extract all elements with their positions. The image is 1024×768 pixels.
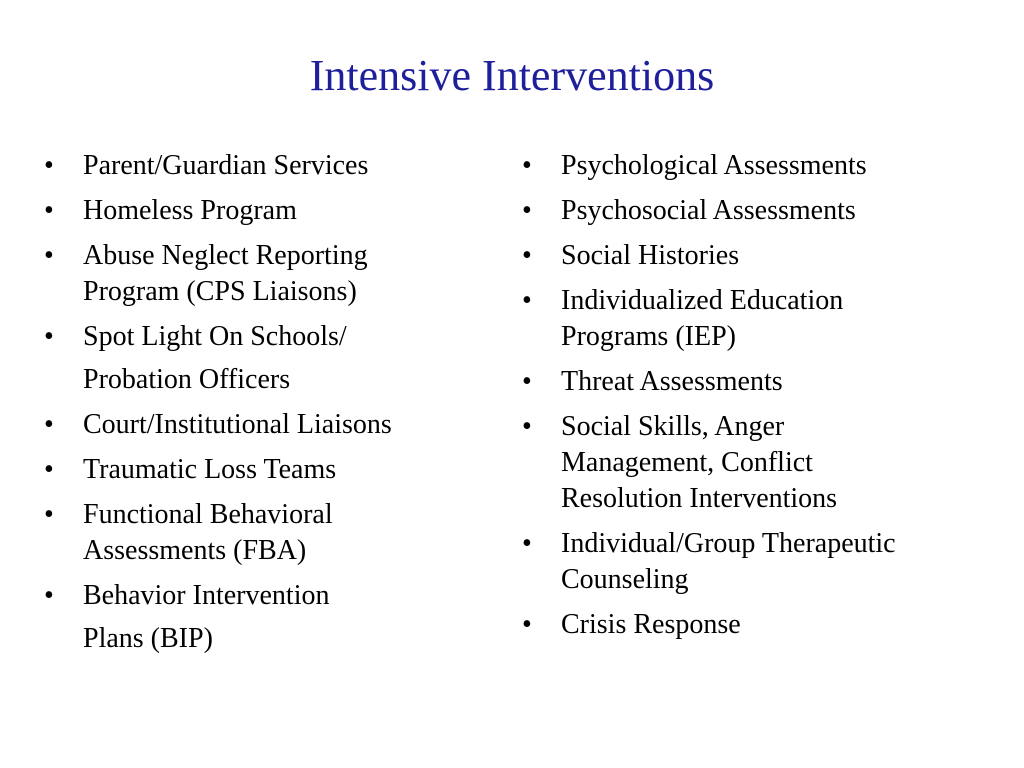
bullet-glyph: • [44, 195, 54, 226]
bullet-text-line: Counseling [561, 564, 689, 595]
bullet-item [44, 578, 484, 614]
slide-title: Intensive Interventions [309, 51, 715, 100]
bullet-glyph: • [44, 321, 54, 352]
bullet-text-line: Resolution Interventions [561, 483, 838, 514]
bullet-item [44, 497, 484, 569]
bullet-glyph: • [44, 240, 54, 271]
bullet-continuation [44, 362, 484, 398]
bullet-text-line: Probation Officers [83, 364, 291, 395]
bullet-item [522, 409, 992, 517]
bullet-glyph: • [522, 285, 532, 316]
bullet-glyph: • [44, 409, 54, 440]
bullet-glyph: • [522, 240, 532, 271]
bullet-glyph: • [522, 411, 532, 442]
bullet-text-line: Social Skills, Anger [561, 411, 785, 442]
bullet-item [522, 364, 992, 400]
bullet-text-line: Threat Assessments [561, 366, 783, 397]
bullet-item [522, 148, 992, 184]
bullet-glyph: • [522, 528, 532, 559]
bullet-text-line: Parent/Guardian Services [83, 150, 369, 181]
bullet-text-line: Social Histories [561, 240, 740, 271]
bullet-text-line: Behavior Intervention [83, 580, 330, 611]
bullet-item [522, 283, 992, 355]
bullet-text-line: Management, Conflict [561, 447, 813, 478]
bullet-glyph: • [44, 580, 54, 611]
bullet-glyph: • [522, 609, 532, 640]
bullet-text-line: Traumatic Loss Teams [83, 454, 337, 485]
bullet-item [44, 319, 484, 355]
bullet-text-line: Programs (IEP) [561, 321, 736, 352]
bullet-text-line: Spot Light On Schools/ [83, 321, 347, 352]
bullet-item [44, 452, 484, 488]
bullet-continuation [44, 621, 484, 657]
bullet-item [44, 407, 484, 443]
bullet-text-line: Psychological Assessments [561, 150, 867, 181]
bullet-glyph: • [44, 150, 54, 181]
left-bullet-list [44, 148, 484, 666]
bullet-text-line: Plans (BIP) [83, 623, 213, 654]
bullet-item [44, 148, 484, 184]
bullet-text-line: Functional Behavioral [83, 499, 333, 530]
bullet-item [522, 526, 992, 598]
bullet-glyph: • [522, 195, 532, 226]
bullet-item [522, 193, 992, 229]
bullet-text-line: Homeless Program [83, 195, 297, 226]
bullet-text-line: Program (CPS Liaisons) [83, 276, 357, 307]
right-bullet-list [522, 148, 992, 652]
bullet-text-line: Psychosocial Assessments [561, 195, 856, 226]
bullet-text-line: Court/Institutional Liaisons [83, 409, 392, 440]
bullet-text-line: Assessments (FBA) [83, 535, 307, 566]
bullet-item [44, 193, 484, 229]
bullet-glyph: • [44, 454, 54, 485]
bullet-text-line: Abuse Neglect Reporting [83, 240, 368, 271]
bullet-text-line: Crisis Response [561, 609, 741, 640]
bullet-glyph: • [522, 366, 532, 397]
bullet-item [522, 607, 992, 643]
bullet-text-line: Individualized Education [561, 285, 844, 316]
bullet-item [522, 238, 992, 274]
bullet-glyph: • [44, 499, 54, 530]
bullet-text-line: Individual/Group Therapeutic [561, 528, 896, 559]
bullet-item [44, 238, 484, 310]
bullet-glyph: • [522, 150, 532, 181]
